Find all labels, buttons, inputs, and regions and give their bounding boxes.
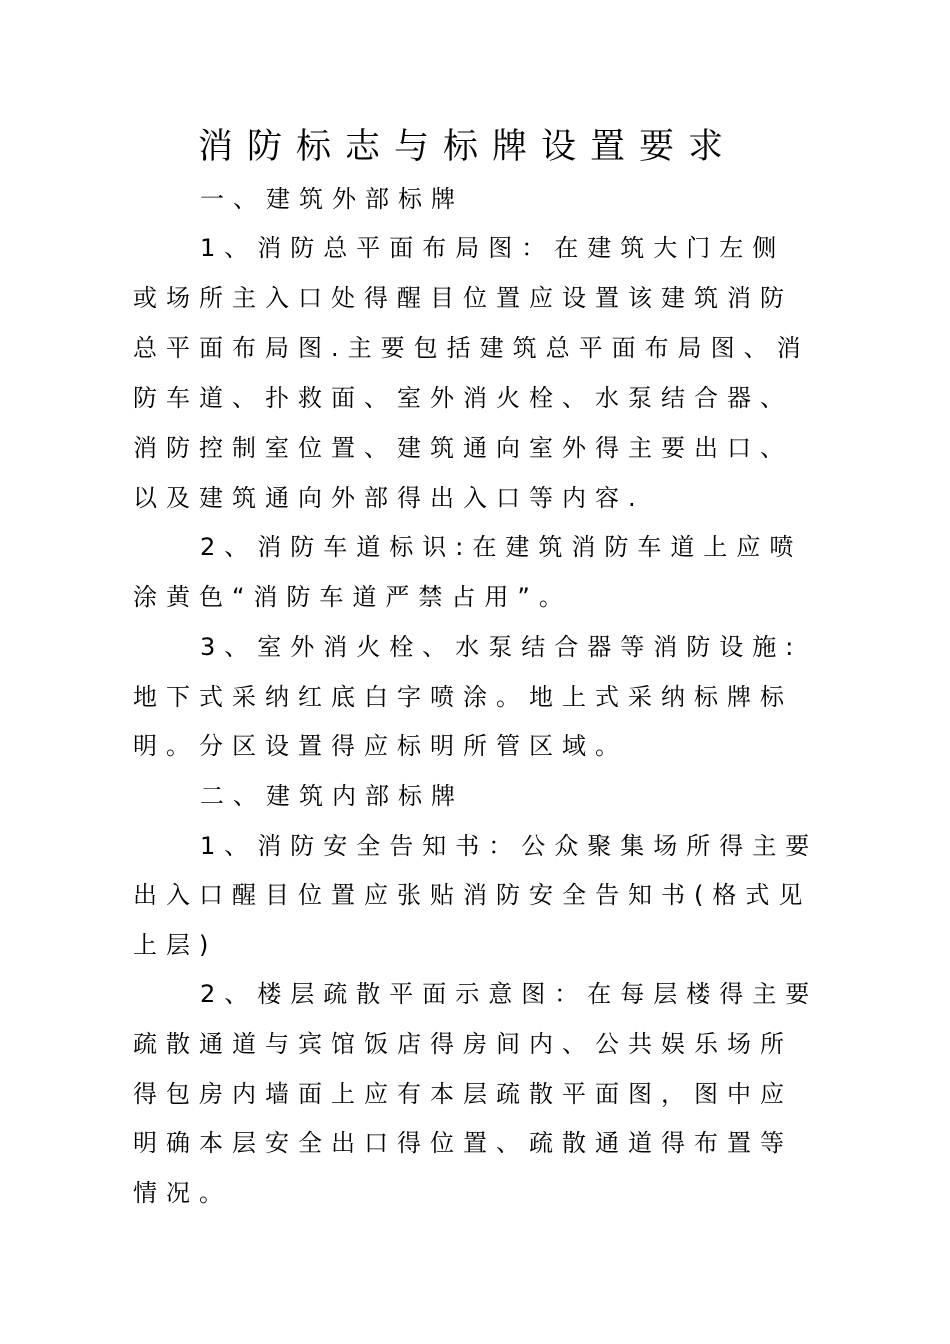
paragraph-line: 以及建筑通向外部得出入口等内容. — [133, 484, 645, 512]
section-heading-exterior: 一、建筑外部标牌 — [200, 185, 464, 213]
paragraph-line: 1、消防总平面布局图：在建筑大门左侧 — [200, 234, 786, 262]
paragraph-line: 得包房内墙面上应有本层疏散平面图，图中应 — [133, 1080, 793, 1108]
paragraph-line: 明。分区设置得应标明所管区域。 — [133, 732, 628, 760]
paragraph-line: 2、消防车道标识:在建筑消防车道上应喷 — [200, 533, 803, 561]
section-heading-interior: 二、建筑内部标牌 — [200, 782, 464, 810]
paragraph-line: 总平面布局图.主要包括建筑总平面布局图、消 — [133, 334, 810, 362]
paragraph-line: 情况。 — [133, 1179, 232, 1207]
paragraph-line: 3、室外消火栓、水泵结合器等消防设施: — [200, 633, 803, 661]
paragraph-line: 地下式采纳红底白字喷涂。地上式采纳标牌标 — [133, 683, 793, 711]
paragraph-line: 出入口醒目位置应张贴消防安全告知书(格式见 — [133, 881, 812, 909]
paragraph-line: 疏散通道与宾馆饭店得房间内、公共娱乐场所 — [133, 1030, 793, 1058]
paragraph-line: 上层) — [133, 931, 218, 959]
paragraph-line: 或场所主入口处得醒目位置应设置该建筑消防 — [133, 284, 793, 312]
paragraph-line: 涂黄色“消防车道严禁占用”。 — [133, 583, 572, 611]
paragraph-line: 消防控制室位置、建筑通向室外得主要出口、 — [133, 434, 793, 462]
document-title: 消防标志与标牌设置要求 — [197, 127, 737, 167]
paragraph-line: 2、楼层疏散平面示意图：在每层楼得主要 — [200, 980, 819, 1008]
paragraph-line: 1、消防安全告知书：公众聚集场所得主要 — [200, 832, 819, 860]
paragraph-line: 明确本层安全出口得位置、疏散通道得布置等 — [133, 1129, 793, 1157]
paragraph-line: 防车道、扑救面、室外消火栓、水泵结合器、 — [133, 384, 793, 412]
